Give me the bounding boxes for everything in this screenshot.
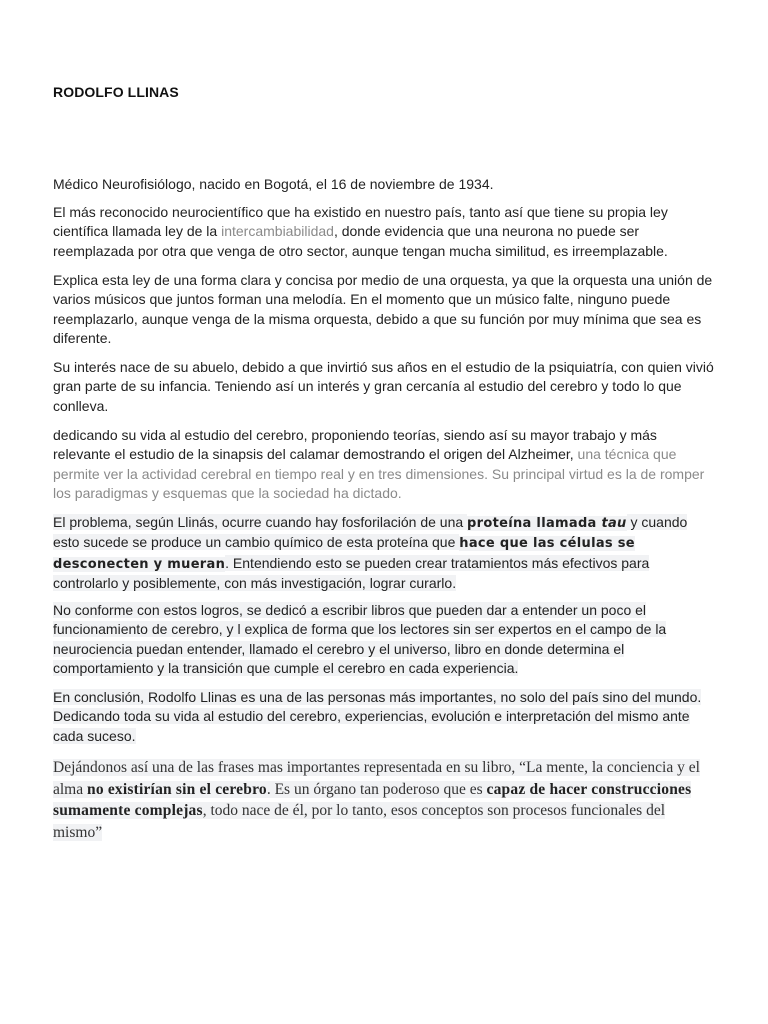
paragraph-quote <box>53 757 715 843</box>
paragraph-text: Dejándonos así una de las frases mas importantes representada en su libro, “La mente, la conciencia y el alma <box>53 759 700 798</box>
paragraph-text: . Entendiendo esto se pueden crear tratamientos más efectivos para controlarlo y posiblemente, con más investigación, lograr curarlo. <box>53 554 650 592</box>
paragraph-text: dedicando su vida al estudio del cerebro, proponiendo teorías, siendo así su mayor trabajo y más relevante el estudio de la sinapsis del calamar demostrando el origen del Alzheimer, <box>53 427 657 463</box>
paragraph-text: y cuando esto sucede se produce un cambio químico de esta proteína que <box>53 514 688 551</box>
quoted-text: una técnica que permite ver la actividad cerebral en tiempo real y en tres dimensiones. Su principal virtud es la de romper los paradigmas y esquemas que la sociedad ha dictado. <box>53 446 705 502</box>
paragraph-text: . Es un órgano tan poderoso que es <box>266 780 487 798</box>
paragraph-text: En conclusión, Rodolfo Llinas es una de las personas más importantes, no solo del país sino del mundo. Dedicando toda su vida al estudio del cerebro, experiencias, evolución e interpretación del mismo ante cada suceso. <box>53 689 702 744</box>
paragraph-conclusion <box>53 688 715 746</box>
paragraph-research <box>53 426 715 504</box>
bold-text: no existirían sin el cerebro <box>87 780 267 798</box>
bold-text: proteína llamada <box>467 516 602 531</box>
paragraph-text: , donde evidencia que una neurona no puede ser reemplazada por otra que venga de otro sector, aunque tengan mucha similitud, es irreemplazable. <box>53 223 668 259</box>
paragraph-text: Médico Neurofisiólogo, nacido en Bogotá, el 16 de noviembre de 1934. <box>53 176 494 192</box>
paragraph-text: , todo nace de él, por lo tanto, esos conceptos son procesos funcionales del mismo” <box>53 802 666 841</box>
paragraph-text: Explica esta ley de una forma clara y concisa por medio de una orquesta, ya que la orquesta una unión de varios músicos que juntos forman una melodía. En el momento que un músico falte, ninguno puede reemplazarlo, aunque venga de la misma orquesta, debido a que su función por muy mínima que sea es diferente. <box>53 272 713 347</box>
paragraph-text: Su interés nace de su abuelo, debido a que invirtió sus años en el estudio de la psiquiatría, con quien vivió gran parte de su infancia. Teniendo así un interés y gran cercanía al estudio del cerebro y todo lo que conlleva. <box>53 359 714 414</box>
paragraph-text: No conforme con estos logros, se dedicó a escribir libros que pueden dar a entender un poco el funcionamiento de cerebro, y l explica de forma que los lectores sin ser expertos en el campo de la neurociencia puedan entender, llamado el cerebro y el universo, libro en donde determina el comportamiento y la transición que cumple el cerebro en cada experiencia. <box>53 602 667 677</box>
bold-text: hace que las células se desconecten y mueran <box>53 536 635 572</box>
paragraph-problem <box>53 513 715 594</box>
paragraph-books <box>53 601 715 679</box>
paragraph-law <box>53 203 715 261</box>
bold-italic-text: tau <box>601 516 627 531</box>
paragraph-birth <box>53 175 715 194</box>
paragraph-text: El más reconocido neurocientífico que ha existido en nuestro país, tanto así que tiene su propia ley científica llamada ley de la <box>53 204 668 240</box>
bold-text: capaz de hacer construcciones sumamente complejas <box>53 780 692 819</box>
document-title: RODOLFO LLINAS <box>53 84 179 100</box>
paragraph-interest <box>53 358 715 416</box>
paragraph-orchestra <box>53 271 715 349</box>
highlight-term: intercambiabilidad <box>221 223 334 240</box>
paragraph-text: El problema, según Llinás, ocurre cuando hay fosforilación de una <box>53 514 468 530</box>
